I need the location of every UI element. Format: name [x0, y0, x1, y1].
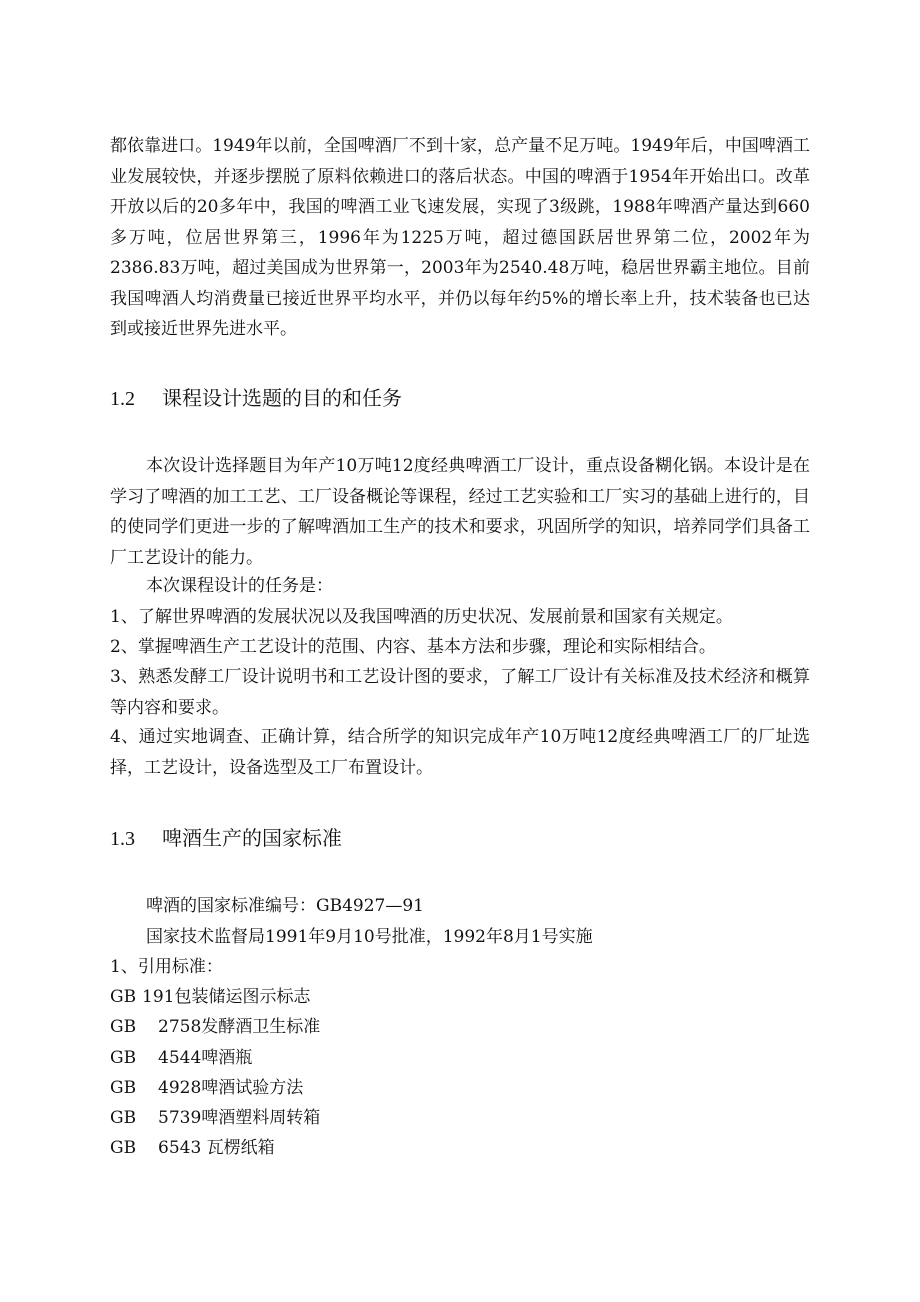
task-item: 1、了解世界啤酒的发展状况以及我国啤酒的历史状况、发展前景和国家有关规定。 — [110, 607, 733, 627]
reference-text: 4928啤酒试验方法 — [158, 1078, 304, 1098]
reference-code: GB — [110, 1108, 137, 1128]
task-item: 3、熟悉发酵工厂设计说明书和工艺设计图的要求，了解工厂设计有关标准及技术经济和概算等内容和要求。 — [110, 667, 810, 718]
reference-code: GB — [110, 1017, 137, 1037]
task-item: 4、通过实地调查、正确计算，结合所学的知识完成年产10万吨12度经典啤酒工厂的厂址选择，工艺设计，设备选型及工厂布置设计。 — [110, 727, 810, 778]
reference-text: 2758发酵酒卫生标准 — [158, 1017, 321, 1037]
reference-text: 6543 瓦楞纸箱 — [158, 1138, 275, 1158]
reference-heading: 1、引用标准： — [110, 957, 223, 977]
section-title: 课程设计选题的目的和任务 — [162, 386, 402, 410]
section-number: 1.2 — [110, 388, 135, 410]
purpose-paragraph: 本次设计选择题目为年产10万吨12度经典啤酒工厂设计，重点设备糊化锅。本设计是在学习了啤酒的加工工艺、工厂设备概论等课程，经过工艺实验和工厂实习的基础上进行的，目的使同学们更进一步的了解啤酒加工生产的技术和要求，巩固所学的知识，培养同学们具备工厂工艺设计的能力。 — [110, 456, 810, 568]
task-item: 2、掌握啤酒生产工艺设计的范围、内容、基本方法和步骤，理论和实际相结合。 — [110, 637, 716, 657]
reference-code: GB — [110, 1078, 137, 1098]
reference-code: GB — [110, 1048, 137, 1068]
reference-item — [110, 1015, 320, 1039]
reference-text: 191包装储运图示标志 — [142, 987, 311, 1007]
reference-text: 4544啤酒瓶 — [158, 1048, 253, 1068]
reference-item — [110, 985, 310, 1009]
approval-line: 国家技术监督局1991年9月10号批准，1992年8月1号实施 — [146, 927, 593, 947]
reference-item — [110, 1076, 303, 1100]
tasks-intro: 本次课程设计的任务是： — [146, 576, 333, 596]
reference-text: 5739啤酒塑料周转箱 — [158, 1108, 321, 1128]
reference-code: GB — [110, 1138, 137, 1158]
section-title: 啤酒生产的国家标准 — [162, 826, 342, 850]
section-heading-1-2 — [110, 383, 402, 414]
section-number: 1.3 — [110, 828, 135, 850]
reference-item — [110, 1046, 252, 1070]
reference-code: GB — [110, 987, 137, 1007]
intro-paragraph: 都依靠进口。1949年以前，全国啤酒厂不到十家，总产量不足万吨。1949年后，中国啤酒工业发展较快，并逐步摆脱了原料依赖进口的落后状态。中国的啤酒于1954年开始出口。改革开放以后的20多年中，我国的啤酒工业飞速发展，实现了3级跳，1988年啤酒产量达到660多万吨，位居世界第三，1996年为1225万吨，超过德国跃居世界第二位，2002年为2386.83万吨，超过美国成为世界第一，2003年为2540.48万吨，稳居世界霸主地位。目前我国啤酒人均消费量已接近世界平均水平，并仍以每年约5%的增长率上升，技术装备也已达到或接近世界先进水平。 — [110, 136, 810, 339]
standard-number: 啤酒的国家标准编号：GB4927—91 — [146, 896, 424, 916]
section-heading-1-3 — [110, 823, 342, 854]
reference-item — [110, 1106, 320, 1130]
reference-item — [110, 1136, 275, 1160]
